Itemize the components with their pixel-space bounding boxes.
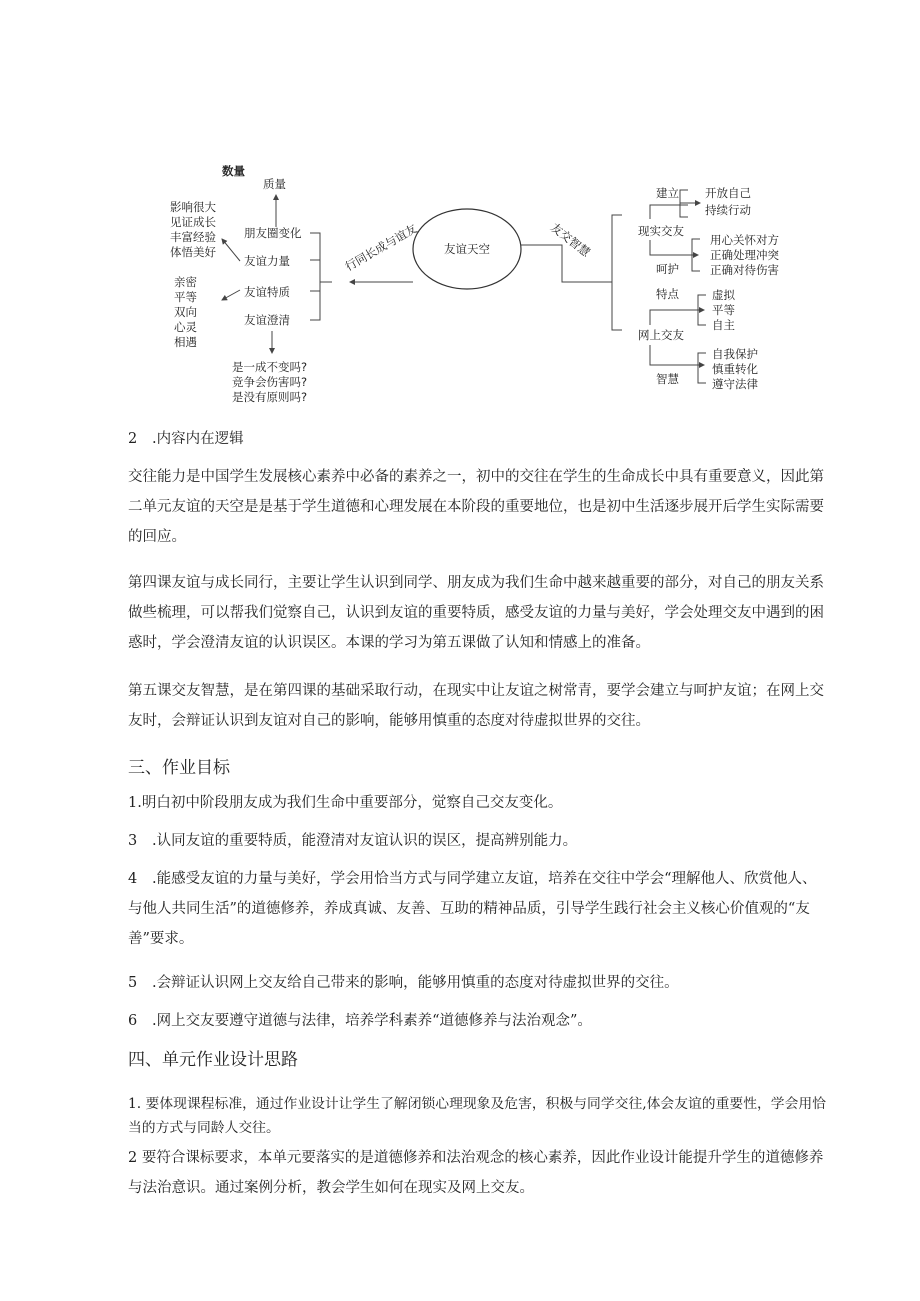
- goal-item: [128, 826, 828, 856]
- trait-list-item: 亲密: [174, 275, 197, 289]
- goal-num: 3: [128, 833, 138, 849]
- power-list-item: 丰富经验: [170, 230, 216, 244]
- goal-num: 6: [128, 1013, 138, 1029]
- goal-text: .网上交友要遵守道德与法律，培养学科素养“道德修养与法治观念”。: [152, 1013, 592, 1029]
- goal-item: [128, 788, 828, 818]
- wisdom-list-item: 遵守法律: [712, 377, 758, 391]
- care-list-item: 正确处理冲突: [710, 248, 779, 262]
- quality-label: 质量: [263, 177, 286, 191]
- section-2-paragraph: 交往能力是中国学生发展核心素养中必备的素养之一，初中的交往在学生的生命成长中具有重要意义，因此第二单元友谊的天空是是基于学生道德和心理发展在本阶段的重要地位，也是初中生活逐步展开后学生实际需要的回应。: [128, 469, 824, 545]
- left-item-clarify: 友谊澄清: [244, 313, 290, 327]
- goal-num: 5: [128, 975, 138, 991]
- care-label: 呵护: [656, 262, 679, 276]
- design-paragraph: 2 要符合课标要求，本单元要落实的是道德修养和法治观念的核心素养，因此作业设计能提升学生的道德修养与法治意识。通过案例分析，教会学生如何在现实及网上交友。: [128, 1150, 824, 1196]
- left-item-circle: 朋友圈变化: [244, 226, 302, 240]
- power-list-item: 影响很大: [170, 200, 216, 214]
- wisdom-list-item: 自我保护: [712, 347, 758, 361]
- clarify-list-item: 是没有原则吗?: [232, 390, 308, 404]
- goal-item: [128, 864, 828, 954]
- clarify-list-item: 竞争会伤害吗?: [232, 375, 308, 389]
- wisdom-label: 智慧: [656, 372, 679, 386]
- design-paragraph: 1. 要体现课程标准，通过作业设计让学生了解闭锁心理现象及危害，积极与同学交往,体会友谊的重要性，学会用恰当的方式与同龄人交往。: [128, 1096, 826, 1136]
- trait-list-item: 平等: [174, 290, 197, 304]
- trait-list-item: 心灵: [174, 320, 197, 334]
- quantity-label: 数量: [222, 164, 245, 178]
- left-arc-label: 行同长成与谊友: [342, 221, 420, 274]
- goal-text: .会辩证认识网上交友给自己带来的影响，能够用慎重的态度对待虚拟世界的交往。: [152, 975, 679, 991]
- feature-list-item: 虚拟: [712, 288, 735, 302]
- section-2-number: 2: [128, 431, 138, 447]
- care-list-item: 用心关怀对方: [710, 233, 779, 247]
- build-label: 建立: [656, 186, 679, 200]
- right-arc-label: 友交智慧: [548, 220, 593, 260]
- goal-text: .能感受友谊的力量与美好，学会用恰当方式与同学建立友谊，培养在交往中学会“理解他人、欣赏他人、与他人共同生活”的道德修养，养成真诚、友善、互助的精神品质，引导学生践行社会主义核心价值观的“友善”要求。: [128, 871, 817, 947]
- build-list-item: 持续行动: [705, 203, 751, 217]
- goal-item: [128, 968, 828, 998]
- build-list-item: 开放自己: [705, 186, 751, 200]
- wisdom-list-item: 慎重转化: [712, 362, 758, 376]
- goal-item: [128, 1006, 828, 1036]
- section-2-title-text: .内容内在逻辑: [152, 431, 244, 447]
- trait-list-item: 双向: [174, 305, 197, 319]
- online-friend-label: 网上交友: [638, 328, 684, 342]
- clarify-list-item: 是一成不变吗?: [232, 360, 308, 374]
- unit-mind-map: [160, 155, 800, 410]
- section-2-paragraph: 第五课交友智慧，是在第四课的基础采取行动，在现实中让友谊之树常青，要学会建立与呵护友谊；在网上交友时，会辩证认识到友谊对自己的影响，能够用慎重的态度对待虚拟世界的交往。: [128, 683, 824, 729]
- section-2-paragraph: 第四课友谊与成长同行，主要让学生认识到同学、朋友成为我们生命中越来越重要的部分，对自己的朋友关系做些梳理，可以帮我们觉察自己，认识到友谊的重要特质，感受友谊的力量与美好，学会处理交友中遇到的困惑时，学会澄清友谊的认识误区。本课的学习为第五课做了认知和情感上的准备。: [128, 575, 824, 651]
- left-item-power: 友谊力量: [244, 254, 290, 268]
- care-list-item: 正确对待伤害: [710, 263, 779, 277]
- goal-num: 4: [128, 871, 138, 887]
- section-4-heading: 四、单元作业设计思路: [128, 1050, 298, 1070]
- power-list-item: 体悟美好: [170, 245, 216, 259]
- real-friend-label: 现实交友: [638, 224, 684, 238]
- section-2-title: [128, 424, 828, 454]
- section-3-heading: 三、作业目标: [128, 758, 230, 778]
- trait-list-item: 相遇: [174, 335, 197, 349]
- feature-list-item: 自主: [712, 318, 735, 332]
- feature-list-item: 平等: [712, 303, 735, 317]
- goal-text: .认同友谊的重要特质，能澄清对友谊认识的误区，提高辨别能力。: [152, 833, 578, 849]
- power-list-item: 见证成长: [170, 215, 216, 229]
- center-label: 友谊天空: [444, 242, 490, 256]
- feature-label: 特点: [656, 287, 679, 301]
- left-item-trait: 友谊特质: [244, 285, 290, 299]
- goal-num: 1: [128, 795, 138, 811]
- goal-text: .明白初中阶段朋友成为我们生命中重要部分，觉察自己交友变化。: [137, 795, 563, 811]
